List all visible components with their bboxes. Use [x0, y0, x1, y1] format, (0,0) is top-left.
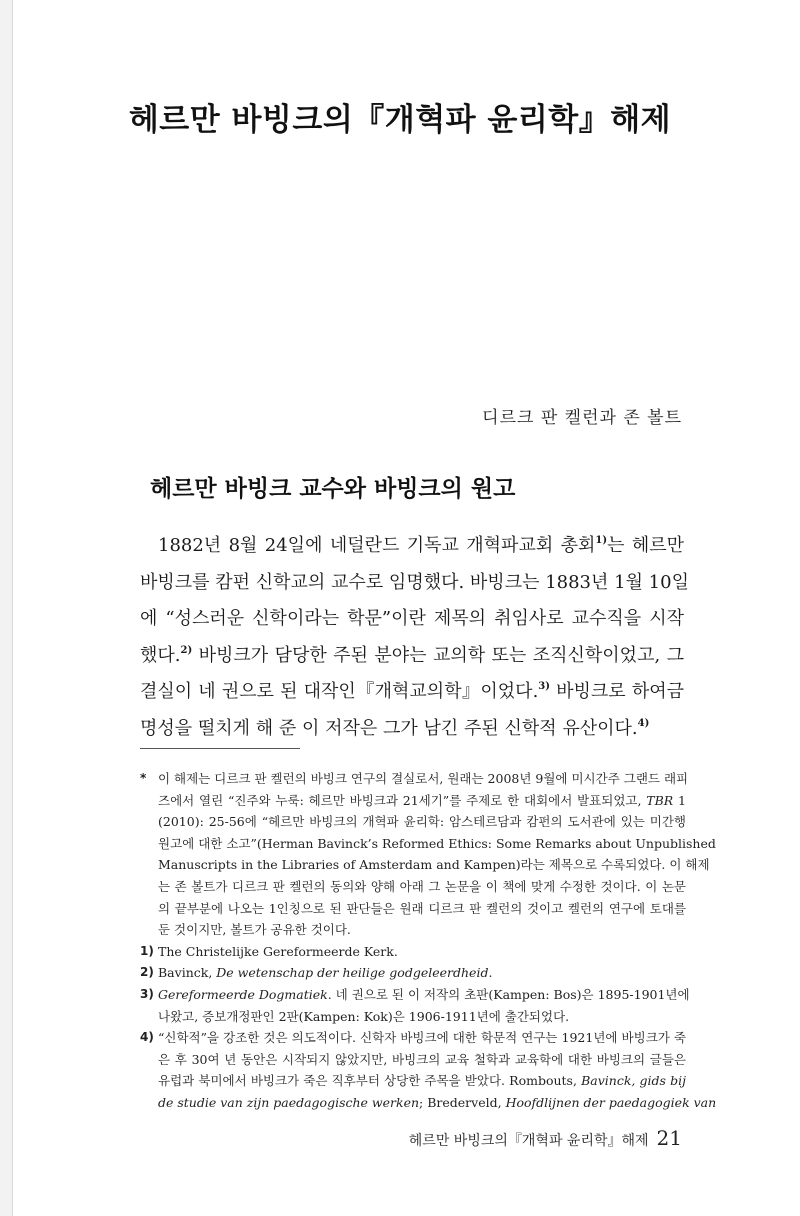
footnote-mark: 3) — [140, 986, 154, 1001]
section-heading: 헤르만 바빙크 교수와 바빙크의 원고 — [150, 475, 516, 502]
footnote-mark: 4) — [140, 1030, 154, 1045]
footnote-mark: 2) — [140, 965, 154, 980]
footnote-divider — [140, 748, 300, 749]
footnote-line: 원고에 대한 소고”(Herman Bavinck’s Reformed Ethics: Some Remarks about Unpublished — [158, 835, 716, 851]
footnote-star — [140, 768, 716, 941]
footnote-line: The Christelijke Gereformeerde Kerk. — [158, 943, 398, 959]
page-number: 21 — [656, 1126, 682, 1150]
footnote-line: 이 해제는 디르크 판 켈런의 바빙크 연구의 결실로서, 원래는 2008년 9월에 미시간주 그랜드 래피 — [158, 771, 689, 786]
footnote-line: (2010): 25-56에 “헤르만 바빙크의 개혁파 윤리학: 암스테르담과 캄펀의 도서관에 있는 미간행 — [158, 814, 686, 830]
page-footer — [409, 1126, 682, 1150]
footnote-line: 나왔고, 증보개정판인 2판(Kampen: Kok)은 1906-1911년에 출간되었다. — [158, 1008, 570, 1024]
footnotes — [140, 768, 717, 1114]
footnote-1 — [140, 941, 686, 963]
footnote-2 — [140, 962, 686, 984]
footnote-line: Bavinck, De wetenschap der heilige godgeleerdheid. — [158, 965, 493, 981]
running-title: 헤르만 바빙크의『개혁파 윤리학』해제 — [408, 1133, 649, 1149]
footnote-line: 는 존 볼트가 디르크 판 켈런의 동의와 양해 아래 그 논문을 이 책에 맞게 수정한 것이다. 이 논문 — [158, 878, 686, 894]
footnote-line: Gereformeerde Dogmatiek. 네 권으로 된 이 저작의 초판(Kampen: Bos)은 1895-1901년에 — [158, 986, 690, 1002]
body-line: 했다.$^{2)}$ 바빙크가 담당한 주된 분야는 교의학 또는 조직신학이었고, 그 — [140, 644, 684, 666]
body-line: 명성을 떨치게 해 준 이 저작은 그가 남긴 주된 신학적 유산이다.$^{4)}$ — [140, 717, 650, 739]
footnote-line: Manuscripts in the Libraries of Amsterdam and Kampen)라는 제목으로 수록되었다. 이 해제 — [158, 857, 710, 873]
footnote-line: de studie van zijn paedagogische werken; Brederveld, Hoofdlijnen der paedagogiek van — [158, 1094, 717, 1110]
footnote-line: 은 후 30여 년 동안은 시작되지 않았지만, 바빙크의 교육 철학과 교육학에 대한 바빙크의 글들은 — [158, 1051, 686, 1067]
footnote-line: 의 끝부분에 나오는 1인칭으로 된 판단들은 원래 디르크 판 켈런의 것이고 켈런의 연구에 토대를 — [158, 900, 686, 916]
footnote-ref[interactable]: 3) — [538, 681, 550, 692]
footnote-line: “신학적”을 강조한 것은 의도적이다. 신학자 바빙크에 대한 학문적 연구는 1921년에 바빙크가 죽 — [158, 1030, 686, 1046]
footnote-mark: * — [140, 771, 147, 785]
footnote-ref[interactable]: 1) — [595, 535, 608, 546]
footnote-line: 유럽과 북미에서 바빙크가 죽은 직후부터 상당한 주목을 받았다. Rombouts, Bavinck, gids bij — [158, 1073, 686, 1089]
footnote-ref[interactable]: 2) — [180, 644, 193, 656]
body-paragraph — [140, 528, 689, 747]
footnote-line: 둔 것이지만, 볼트가 공유한 것이다. — [158, 922, 351, 938]
body-line: 바빙크를 캄펀 신학교의 교수로 임명했다. 바빙크는 1883년 1월 10일 — [140, 571, 689, 593]
footnote-4 — [140, 1027, 717, 1113]
body-line: 결실이 네 권으로 된 대작인『개혁교의학』이었다.$^{3)}$ 바빙크로 하여금 — [140, 681, 684, 702]
page-title: 헤르만 바빙크의『개혁파 윤리학』해제 — [128, 102, 672, 138]
body-line: 에 “성스러운 신학이라는 학문”이란 제목의 취임사로 교수직을 시작 — [140, 608, 684, 629]
authors-byline: 디르크 판 켈런과 존 볼트 — [482, 408, 682, 428]
page-edge — [0, 0, 13, 1216]
body-line: 1882년 8월 24일에 네덜란드 기독교 개혁파교회 총회$^{1)}$는 헤르만 — [158, 535, 684, 556]
footnote-mark: 1) — [140, 943, 154, 958]
footnote-3 — [140, 984, 690, 1027]
footnote-line: 즈에서 열린 “진주와 누룩: 헤르만 바빙크과 21세기”를 주제로 한 대회에서 발표되었고, TBR 1 — [158, 792, 686, 808]
footnote-ref[interactable]: 4) — [637, 717, 650, 729]
